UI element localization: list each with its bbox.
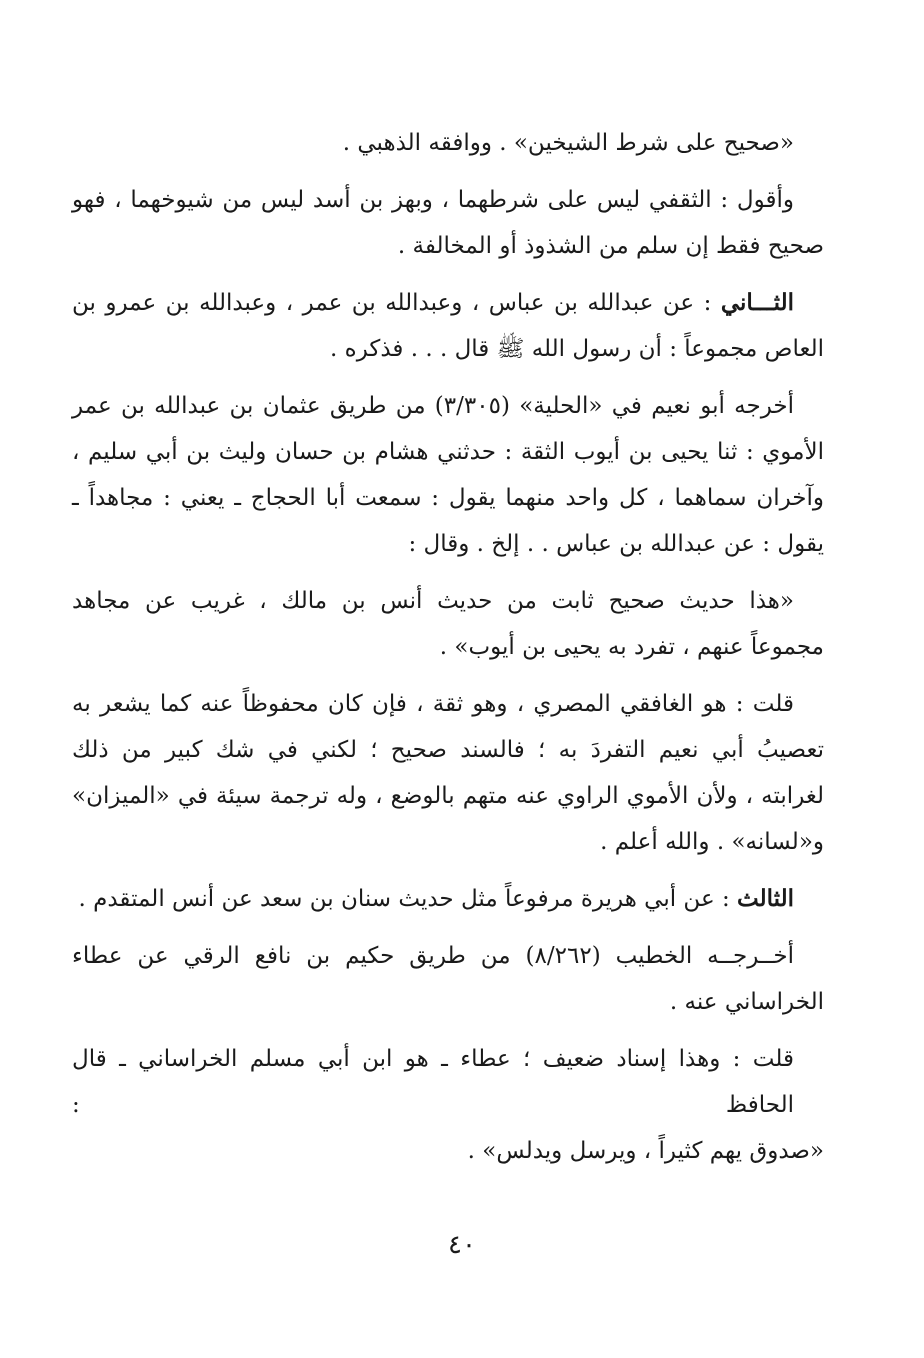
text-line (72, 280, 824, 326)
text-line: صحيح فقط إن سلم من الشذوذ أو المخالفة . (397, 233, 824, 259)
text-line: الخراساني عنه . (669, 989, 824, 1015)
paragraph (72, 280, 824, 372)
text-line: «هذا حديث صحيح ثابت من حديث أنس بن مالك ، غريب عن مجاهد (72, 588, 794, 614)
text-line: الأموي : ثنا يحيى بن أيوب الثقة : حدثني هشام بن حسان وليث بن أبي سليم ، (72, 439, 824, 465)
text-line: قلت : وهذا إسناد ضعيف ؛ عطاء ـ هو ابن أبي مسلم الخراساني ـ قال الحافظ : (72, 1046, 794, 1118)
paragraph (72, 876, 824, 922)
text-line: مجموعاً عنهم ، تفرد به يحيى بن أيوب» . (439, 634, 824, 660)
paragraph (72, 1036, 824, 1174)
paragraph (72, 681, 824, 865)
page-number: ٤٠ (448, 1230, 476, 1260)
section-lead: الثـــاني (720, 289, 794, 316)
text-line: تعصيبُ أبي نعيم التفردَ به ؛ فالسند صحيح ؛ لكني في شك كبير من ذلك (72, 737, 824, 763)
text-line: وآخران سماهما ، كل واحد منهما يقول : سمعت أبا الحجاج ـ يعني : مجاهداً ـ (72, 485, 824, 511)
section-lead: الثالث (737, 885, 794, 912)
text-line: «صدوق يهم كثيراً ، ويرسل ويدلس» . (467, 1138, 824, 1164)
text-line: لغرابته ، ولأن الأموي الراوي عنه متهم بالوضع ، وله ترجمة سيئة في «الميزان» (72, 783, 824, 809)
text-line: وأقول : الثقفي ليس على شرطهما ، وبهز بن أسد ليس من شيوخهما ، فهو (72, 187, 794, 213)
text-line (72, 876, 824, 922)
page-body (72, 120, 824, 1185)
paragraph (72, 120, 824, 166)
text-line: العاص مجموعاً : أن رسول الله ﷺ قال . . . فذكره . (330, 336, 824, 362)
text-line: قلت : هو الغافقي المصري ، وهو ثقة ، فإن كان محفوظاً عنه كما يشعر به (72, 691, 794, 717)
paragraph (72, 383, 824, 567)
paragraph (72, 177, 824, 269)
text-line: و«لسانه» . والله أعلم . (600, 829, 824, 855)
text-line: «صحيح على شرط الشيخين» . ووافقه الذهبي . (342, 130, 794, 156)
paragraph (72, 933, 824, 1025)
text-line: يقول : عن عبدالله بن عباس . . إلخ . وقال : (408, 531, 824, 557)
text-line: أخــرجــه الخطيب (٨/٢٦٢) من طريق حكيم بن نافع الرقي عن عطاء (72, 943, 794, 969)
text-line: أخرجه أبو نعيم في «الحلية» (٣/٣٠٥) من طريق عثمان بن عبدالله بن عمر (72, 393, 795, 419)
paragraph (72, 578, 824, 670)
text-fragment: : عن عبدالله بن عباس ، وعبدالله بن عمر ، وعبدالله بن عمرو بن (72, 290, 721, 316)
text-fragment: : عن أبي هريرة مرفوعاً مثل حديث سنان بن سعد عن أنس المتقدم . (78, 886, 738, 912)
